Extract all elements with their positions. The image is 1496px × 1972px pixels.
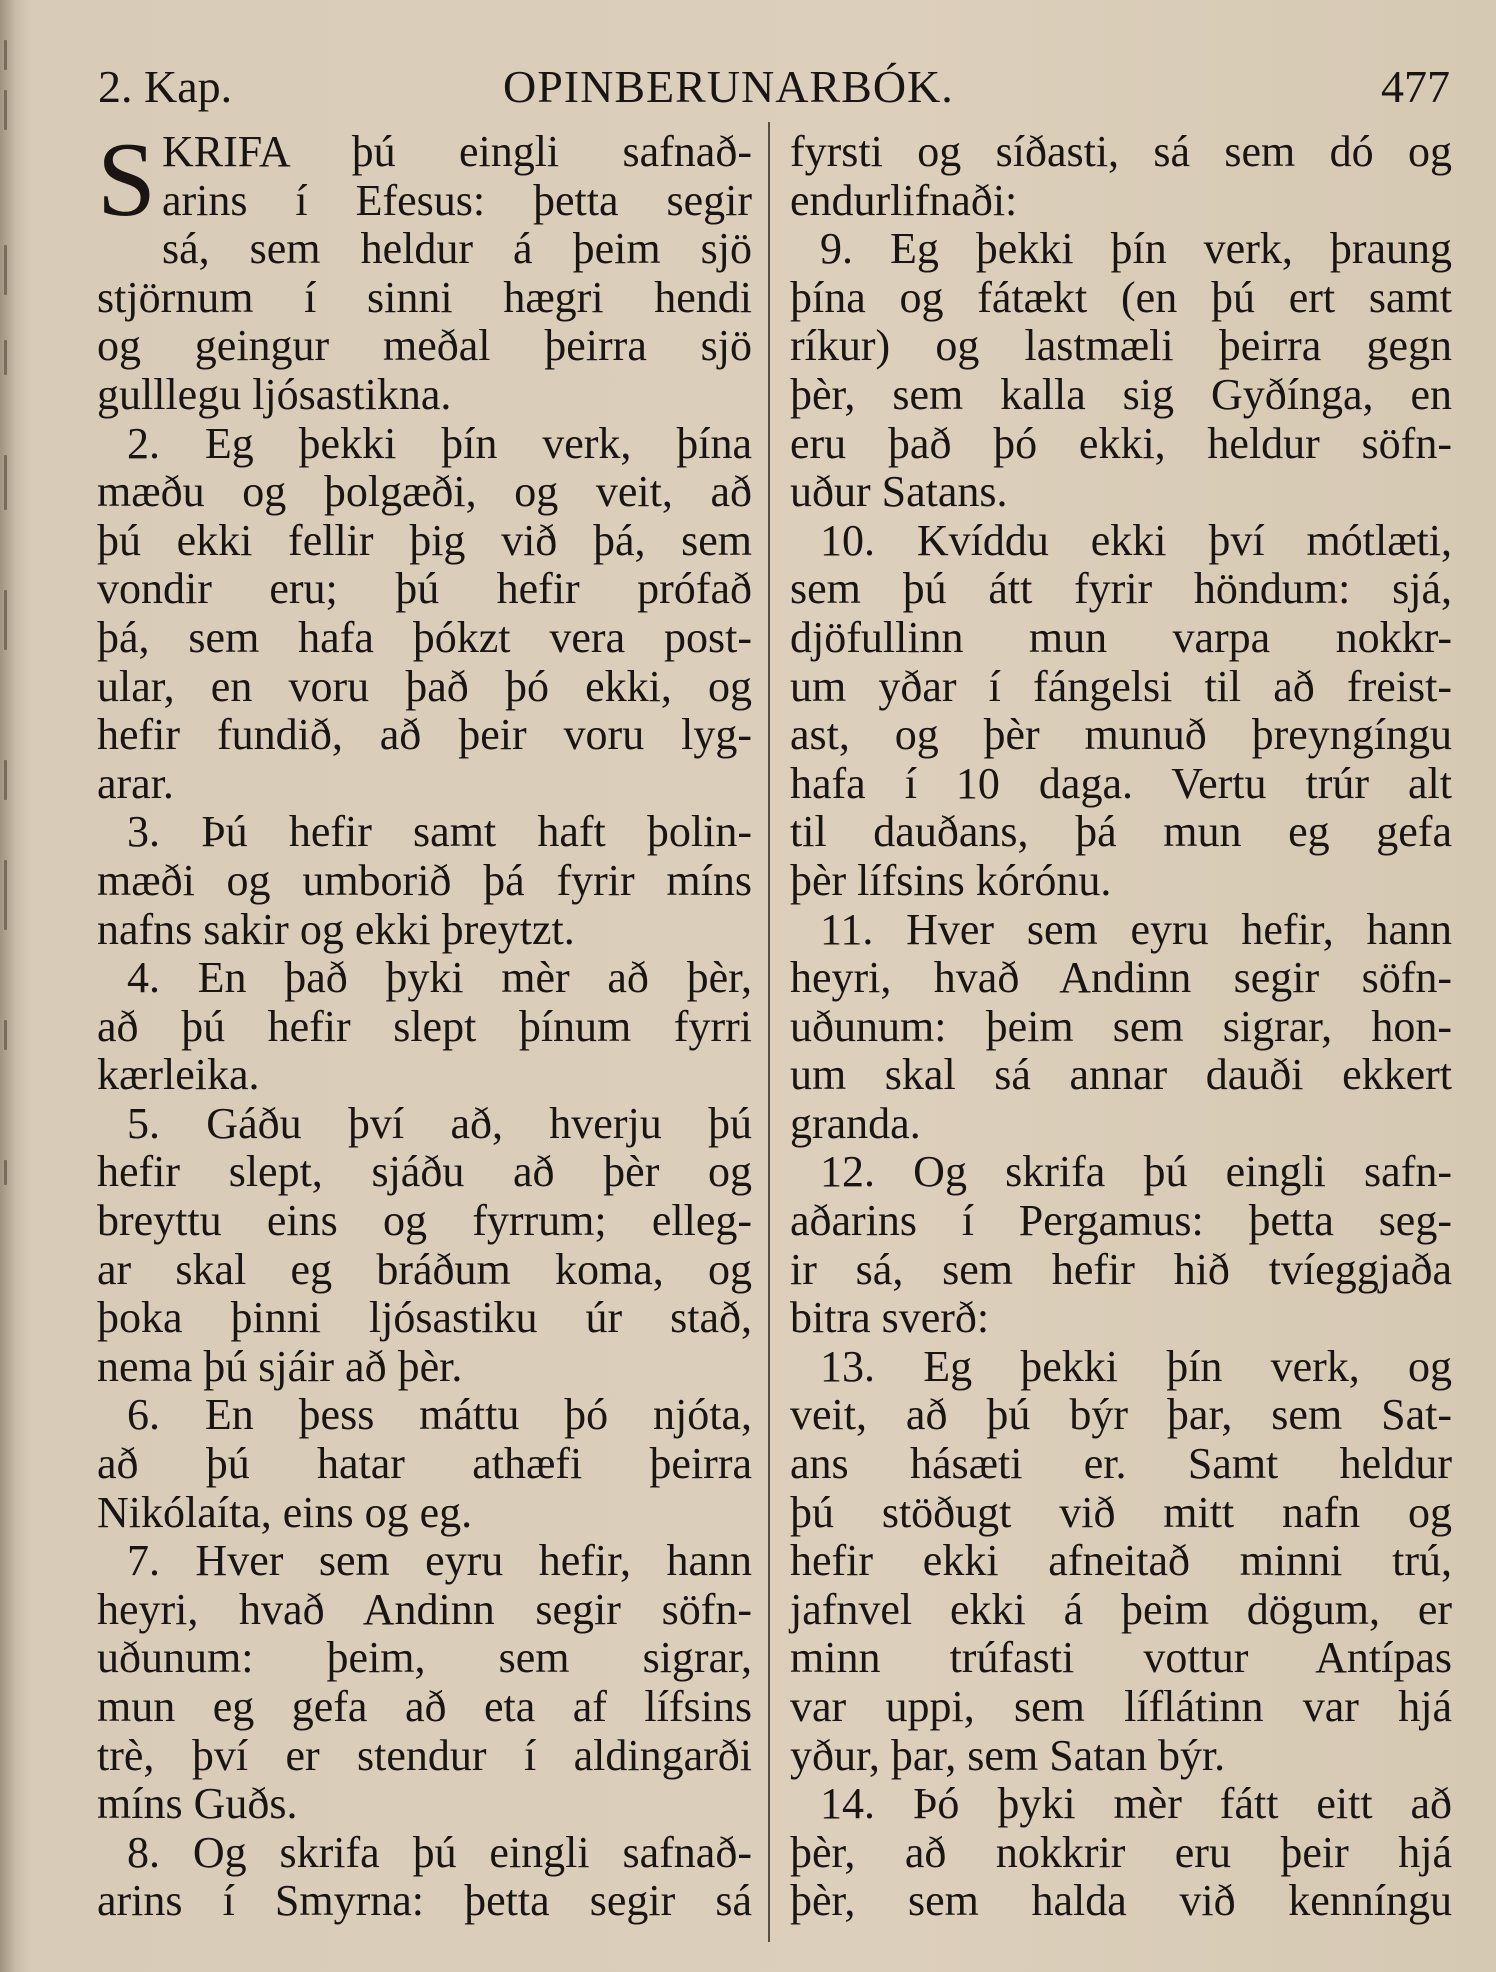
text-line: 8. Og skrifa þú eingli safnað- <box>127 1827 752 1877</box>
text-line: hefir fundið, að þeir voru lyg- <box>97 710 752 760</box>
text-line: um yðar í fángelsi til að freist- <box>790 661 1452 711</box>
text-line: trè, því er stendur í aldingarði <box>97 1730 752 1780</box>
text-line: yður, þar, sem Satan býr. <box>790 1730 1226 1780</box>
text-line: 14. Þó þyki mèr fátt eitt að <box>820 1779 1452 1829</box>
text-line: vondir eru; þú hefir prófað <box>97 564 752 614</box>
text-line: KRIFA þú eingli safnað- <box>161 127 752 176</box>
text-line: þú ekki fellir þig við þá, sem <box>97 515 752 565</box>
text-line: gulllegu ljósastikna. <box>97 369 452 419</box>
text-line: til dauðans, þá mun eg gefa <box>790 807 1452 857</box>
text-line: ans hásæti er. Samt heldur <box>790 1439 1452 1489</box>
page-edge-mark <box>4 40 7 70</box>
text-line: uðunum: þeim, sem sigrar, <box>97 1633 752 1683</box>
text-line: hefir ekki afneitað minni trú, <box>790 1536 1452 1586</box>
page-edge-mark <box>4 455 7 510</box>
text-line: arins í Smyrna: þetta segir sá <box>97 1876 752 1926</box>
text-line: ular, en voru það þó ekki, og <box>97 661 752 711</box>
text-line: fyrsti og síðasti, sá sem dó og <box>790 127 1452 176</box>
book-title: OPINBERUNARBÓK. <box>503 61 954 112</box>
text-line: sá, sem heldur á þeim sjö <box>161 224 752 274</box>
right-column <box>790 128 1452 1948</box>
text-line: heyri, hvað Andinn segir söfn- <box>790 953 1452 1003</box>
text-line: veit, að þú býr þar, sem Sat- <box>790 1390 1452 1440</box>
text-line: nafns sakir og ekki þreytzt. <box>97 904 575 954</box>
text-line: að þú hefir slept þínum fyrri <box>97 1001 752 1051</box>
page-edge-mark <box>4 1160 7 1185</box>
text-line: mæði og umborið þá fyrir míns <box>97 855 752 905</box>
page-number: 477 <box>1381 61 1450 112</box>
text-line: djöfullinn mun varpa nokkr- <box>790 612 1452 662</box>
text-line: þèr, sem kalla sig Gyðínga, en <box>790 369 1452 419</box>
text-line: 3. Þú hefir samt haft þolin- <box>127 807 752 857</box>
text-line: ir sá, sem hefir hið tvíeggjaða <box>790 1244 1452 1294</box>
text-line: jafnvel ekki á þeim dögum, er <box>790 1584 1452 1634</box>
text-line: 2. Eg þekki þín verk, þína <box>127 418 752 468</box>
text-line: míns Guðs. <box>97 1779 298 1829</box>
text-line: hefir slept, sjáðu að þèr og <box>97 1147 752 1197</box>
text-line: og geingur meðal þeirra sjö <box>97 321 752 371</box>
text-line: eru það þó ekki, heldur söfn- <box>790 418 1452 468</box>
text-line: 11. Hver sem eyru hefir, hann <box>820 904 1452 954</box>
column-divider <box>768 122 770 1942</box>
left-column <box>97 121 752 1948</box>
text-line: aðarins í Pergamus: þetta seg- <box>790 1196 1452 1246</box>
text-line: kærleika. <box>97 1050 260 1100</box>
drop-cap: S <box>97 121 156 238</box>
running-header <box>98 60 1454 112</box>
text-line: 4. En það þyki mèr að þèr, <box>127 953 752 1003</box>
text-line: bitra sverð: <box>790 1293 990 1343</box>
text-line: þína og fátækt (en þú ert samt <box>790 272 1452 322</box>
page-edge-mark <box>4 90 7 130</box>
text-line: 12. Og skrifa þú eingli safn- <box>820 1147 1452 1197</box>
page-edge-mark <box>4 340 7 375</box>
text-line: þoka þinni ljósastiku úr stað, <box>97 1293 752 1343</box>
text-line: þèr lífsins kórónu. <box>790 855 1112 905</box>
text-line: minn trúfasti vottur Antípas <box>790 1633 1452 1683</box>
text-line: arar. <box>97 758 174 808</box>
text-line: mun eg gefa að eta af lífsins <box>97 1682 752 1731</box>
text-line: 13. Eg þekki þín verk, og <box>820 1341 1452 1391</box>
text-line: mæðu og þolgæði, og veit, að <box>97 467 752 517</box>
text-line: hafa í 10 daga. Vertu trúr alt <box>790 758 1452 808</box>
text-line: 9. Eg þekki þín verk, þraung <box>820 224 1452 274</box>
text-line: uður Satans. <box>790 467 1008 517</box>
chapter-label: 2. Kap. <box>98 61 233 112</box>
text-line: Nikólaíta, eins og eg. <box>97 1487 473 1537</box>
text-line: arins í Efesus: þetta segir <box>161 175 752 225</box>
page-edge-mark <box>4 245 7 295</box>
text-line: sem þú átt fyrir höndum: sjá, <box>790 564 1452 614</box>
text-line: uðunum: þeim sem sigrar, hon- <box>790 1001 1452 1051</box>
text-line: að þú hatar athæfi þeirra <box>97 1439 752 1489</box>
text-line: stjörnum í sinni hægri hendi <box>97 272 752 322</box>
text-line: breyttu eins og fyrrum; elleg- <box>97 1196 752 1246</box>
page-edge-mark <box>4 590 7 650</box>
text-line: nema þú sjáir að þèr. <box>97 1341 463 1391</box>
text-line: þèr, að nokkrir eru þeir hjá <box>790 1827 1452 1877</box>
page-edge-mark <box>4 860 7 930</box>
text-line: 7. Hver sem eyru hefir, hann <box>127 1536 752 1586</box>
text-line: heyri, hvað Andinn segir söfn- <box>97 1584 752 1634</box>
text-line: um skal sá annar dauði ekkert <box>790 1050 1452 1100</box>
text-line: þèr, sem halda við kenníngu <box>790 1876 1452 1926</box>
page-edge-mark <box>4 760 7 800</box>
page-edge-mark <box>4 1020 7 1050</box>
text-line: 10. Kvíddu ekki því mótlæti, <box>820 515 1452 565</box>
text-line: ast, og þèr munuð þreyngíngu <box>790 710 1452 760</box>
text-line: ar skal eg bráðum koma, og <box>97 1244 752 1294</box>
text-line: var uppi, sem líflátinn var hjá <box>790 1682 1452 1731</box>
text-line: 6. En þess máttu þó njóta, <box>127 1390 752 1440</box>
text-line: þú stöðugt við mitt nafn og <box>790 1487 1452 1537</box>
text-line: 5. Gáðu því að, hverju þú <box>127 1098 752 1148</box>
text-line: þá, sem hafa þókzt vera post- <box>97 612 752 662</box>
text-line: ríkur) og lastmæli þeirra gegn <box>790 321 1452 371</box>
text-line: endurlifnaði: <box>790 175 1018 225</box>
text-line: granda. <box>790 1098 921 1148</box>
